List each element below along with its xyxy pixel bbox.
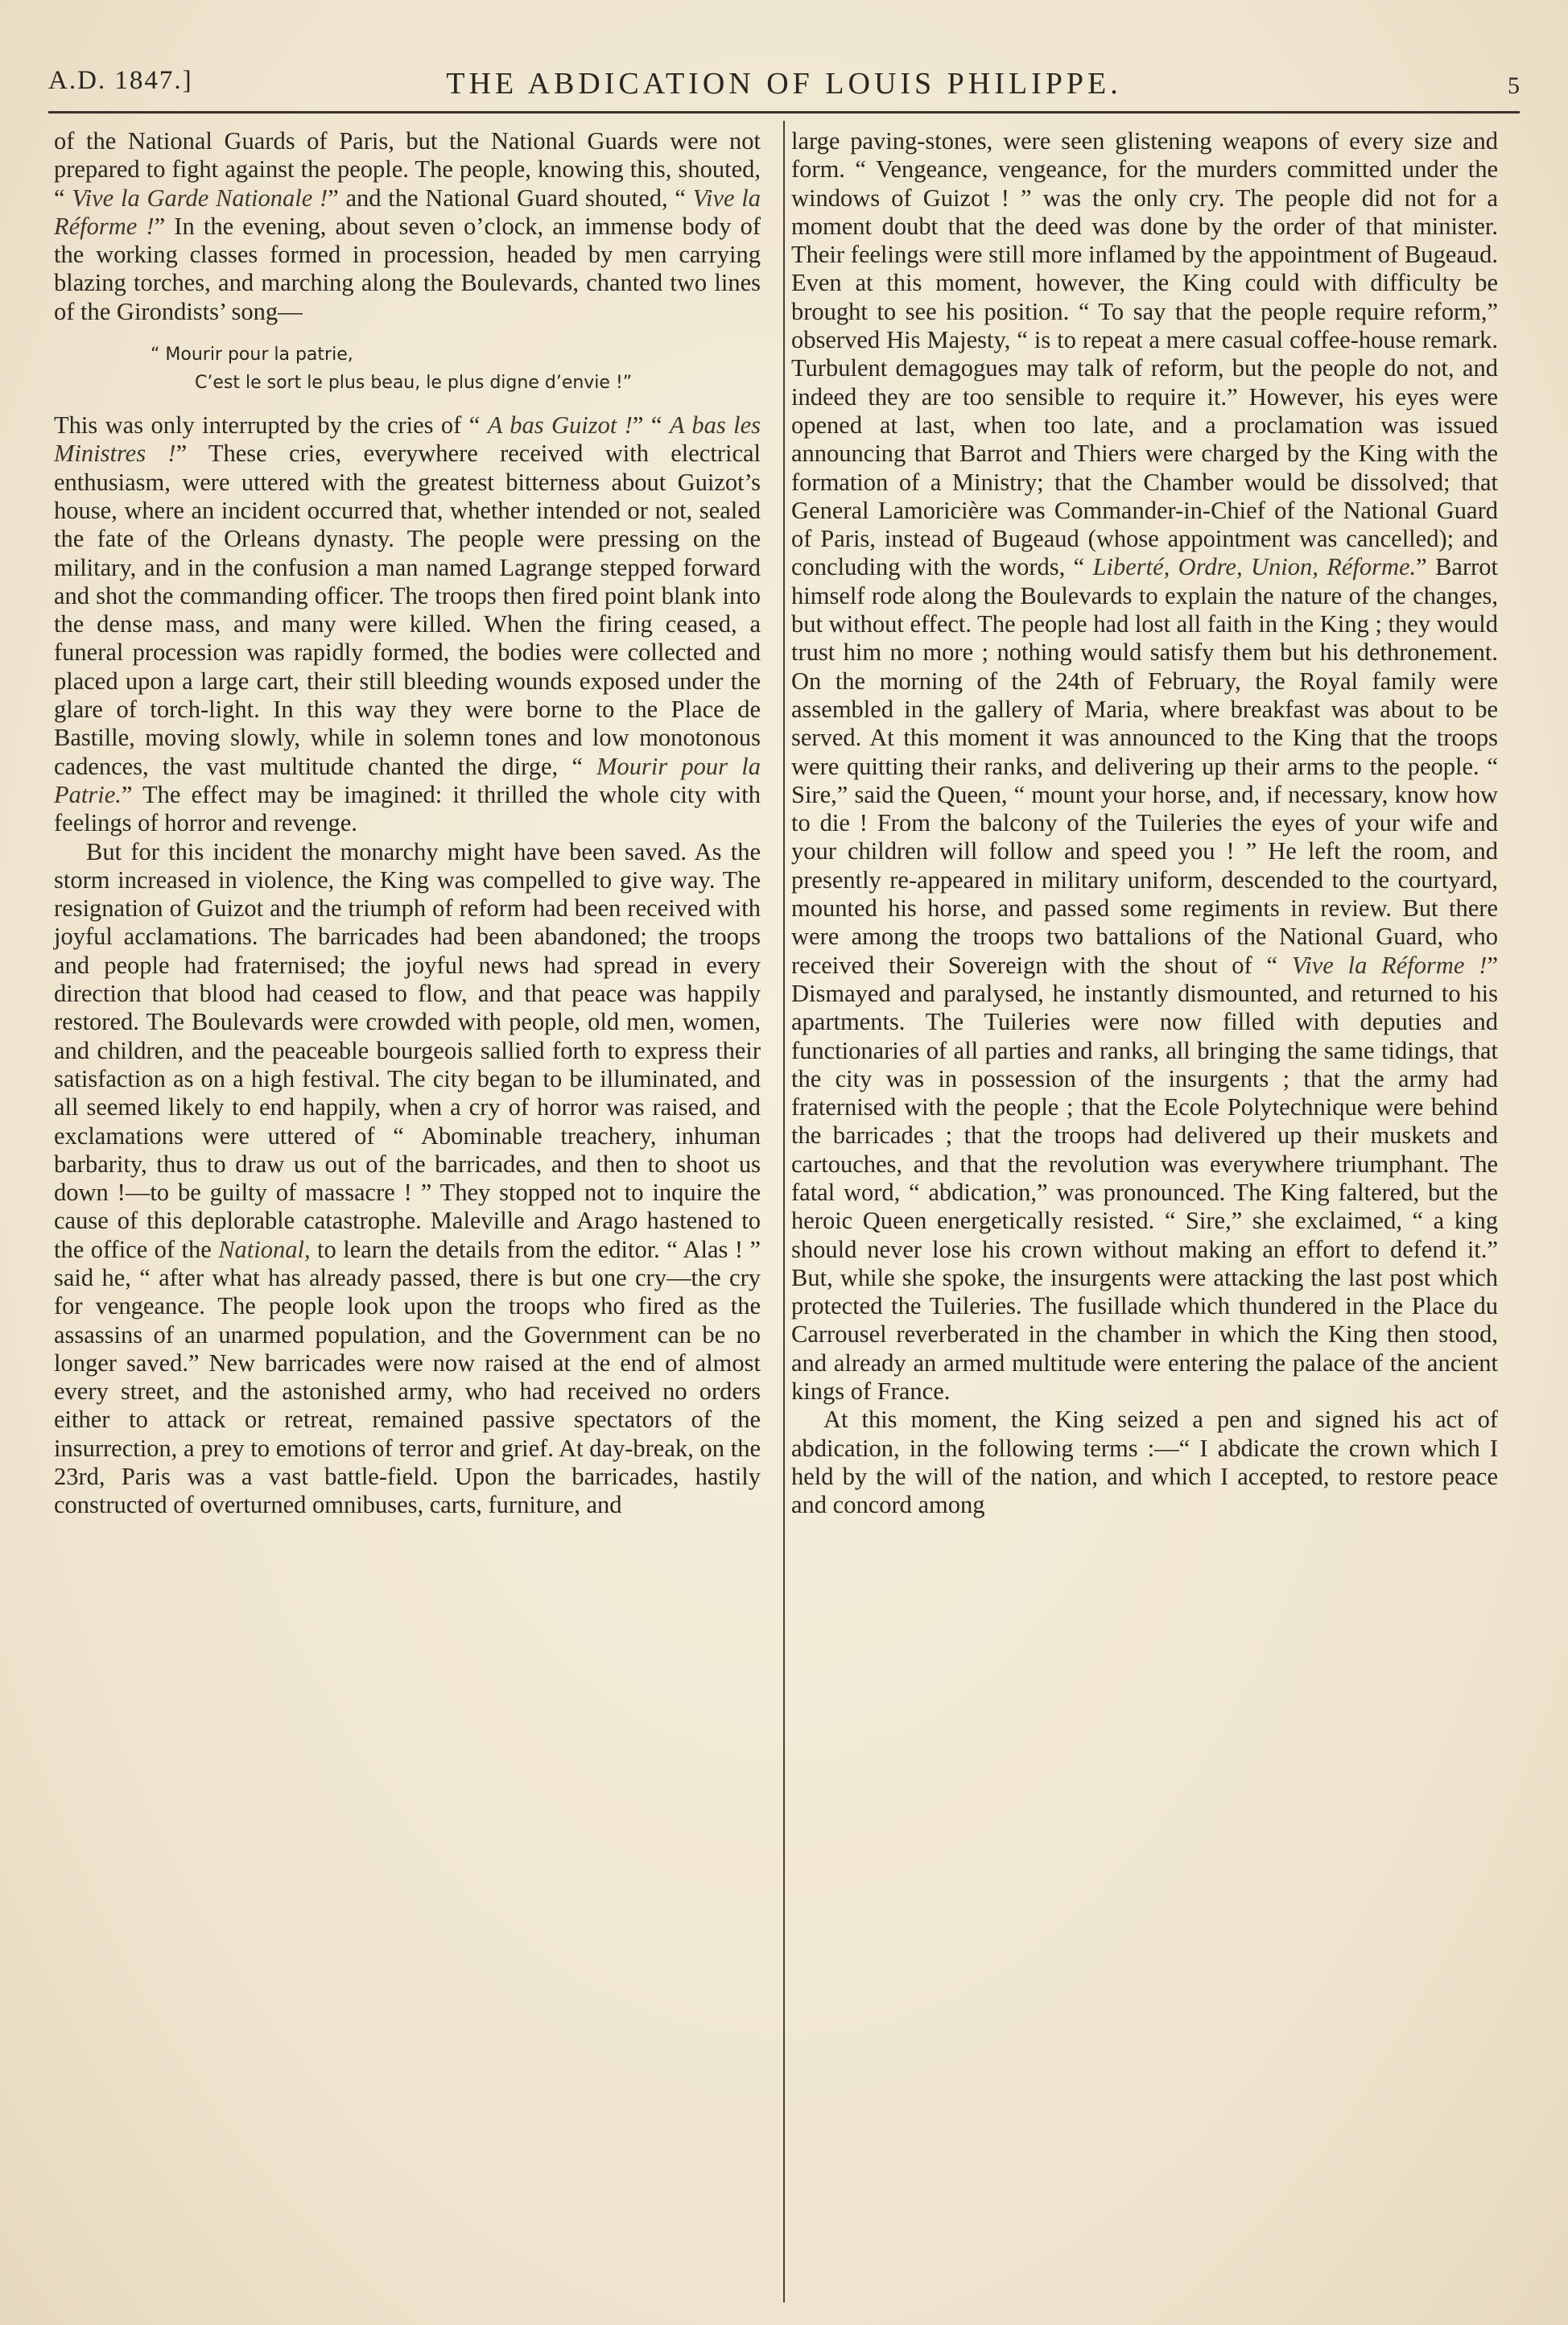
text-run: ” Dismayed and paralysed, he instantly dismounted, and returned to his apartments. The Tuileries were now filled with deputies and functionaries of all parties and ranks, all bringing the same tidings, that the city was in possession of the insurgents ; that the army had fraternised with the people ; that the Ecole Polytechnique were behind the barricades ; that the troops had delivered up their muskets and cartouches, and that the revolution was everywhere triumphant. The fatal word, “ abdication,” was pronounced. The King faltered, but the heroic Queen energetically resisted. “ Sire,” she exclaimed, “ a king should never lose his crown without making an effort to defend it.” But, while she spoke, the insurgents were attacking the last post which protected the Tuileries. The fusillade which thundered in the Place du Carrousel reverberated in the chamber in which the King then stood, and already an armed multitude were entering the palace of the ancient kings of France. xyxy=(791,951,1498,1406)
paragraph xyxy=(54,838,761,1520)
column-divider xyxy=(783,121,785,2302)
quote-line: “ Mourir pour la patrie, xyxy=(151,345,353,365)
header-title: THE ABDICATION OF LOUIS PHILIPPE. xyxy=(446,67,1122,101)
italic-phrase: Mourir pour la Patrie. xyxy=(54,752,761,808)
text-run: ” These cries, everywhere received with electrical enthusiasm, were uttered with the greatest bitterness about Guizot’s house, where an incident occurred that, whether intended or not, sealed the fate of the Orleans dynasty. The people were pressing on the military, and in the confusion a man named Lagrange stepped forward and shot the commanding officer. The troops then fired point blank into the dense mass, and many were killed. When the firing ceased, a funeral procession was rapidly formed, the bodies were collected and placed upon a large cart, their still bleeding wounds exposed under the glare of torch-light. In this way they were borne to the Place de Bastille, moving slowly, while in solemn tones and low monotonous cadences, the vast multitude chanted the dirge, “ xyxy=(54,440,761,780)
text-run: This was only interrupted by the cries of “ xyxy=(54,411,488,440)
paragraph xyxy=(791,127,1498,1406)
text-run: But for this incident the monarchy might have been saved. As the storm increased in violence, the King was compelled to give way. The resignation of Guizot and the triumph of reform had been received with joyful acclamations. The barricades had been abandoned; the troops and people had fraternised; the joyful news had spread in every direction that blood had ceased to flow, and that peace was happily restored. The Boulevards were crowded with people, old men, women, and children, and the peaceable bourgeois sallied forth to express their satisfaction as on a high festival. The city began to be illuminated, and all seemed likely to end happily, when a cry of horror was raised, and exclamations were uttered of “ Abominable treachery, inhuman barbarity, thus to draw us out of the barricades, and then to shoot us down !—to be guilty of massacre ! ” They stopped not to inquire the cause of this deplorable catastrophe. Maleville and Arago hastened to the office of the xyxy=(54,837,761,1263)
header-rule xyxy=(48,111,1520,114)
paragraph: At this moment, the King seized a pen and signed his act of abdication, in the following terms :—“ I abdicate the crown which I held by the will of the nation, and which I accepted, to restore peace and concord among xyxy=(791,1406,1498,1519)
paragraph xyxy=(54,411,761,837)
paragraph xyxy=(54,127,761,326)
text-run: ” “ xyxy=(632,411,670,440)
italic-phrase: National, xyxy=(218,1235,311,1263)
running-header xyxy=(48,66,1520,114)
text-run: of the National Guards of Paris, but the National Guards were not prepared to fight against the people. The people, knowing this, shouted, “ xyxy=(54,127,761,212)
text-run: ” Barrot himself rode along the Boulevards to explain the nature of the changes, but without effect. The people had lost all faith in the King ; they would trust him no more ; nothing would satisfy them but his dethronement. On the morning of the 24th of February, the Royal family were assembled in the gallery of Maria, where breakfast was about to be served. At this moment it was announced to the King that the troops were quitting their ranks, and delivering up their arms to the people. “ Sire,” said the Queen, “ mount your horse, and, if necessary, know how to die ! From the balcony of the Tuileries the eyes of your wife and your children will follow and speed you ! ” He left the room, and presently re-appeared in military uniform, descended to the courtyard, mounted his horse, and passed some regiments in review. But there were among the troops two battalions of the National Guard, who received their Sovereign with the shout of “ xyxy=(791,553,1498,979)
text-run: ” and the National Guard shouted, “ xyxy=(328,184,693,212)
song-quotation xyxy=(54,341,761,397)
left-column xyxy=(54,127,761,1520)
text-run: large paving-stones, were seen glistening weapons of every size and form. “ Vengeance, vengeance, for the murders committed under the windows of Guizot ! ” was the only cry. The people did not for a moment doubt that the deed was done by the order of that minister. Their feelings were still more inflamed by the appointment of Bugeaud. Even at this moment, however, the King could with difficulty be brought to see his position. “ To say that the people require reform,” observed His Majesty, “ is to repeat a mere casual coffee-house remark. Turbulent demagogues may talk of reform, but the people do not, and indeed they are too sensible to require it.” However, his eyes were opened at last, when too late, and a proclamation was issued announcing that Barrot and Thiers were charged by the King with the formation of a Ministry; that the Chamber would be dissolved; that General Lamoricière was Commander-in-Chief of the National Guard of Paris, instead of Bugeaud (whose appointment was cancelled); and concluding with the words, “ xyxy=(791,127,1498,581)
italic-phrase: Vive la Garde Nationale ! xyxy=(72,184,328,212)
italic-phrase: A bas Guizot ! xyxy=(487,411,633,440)
text-run: ” The effect may be imagined: it thrilled the whole city with feelings of horror and revenge. xyxy=(54,780,761,837)
italic-phrase: Liberté, Ordre, Union, Réforme. xyxy=(1092,553,1417,581)
italic-phrase: Vive la Réforme ! xyxy=(1291,951,1488,979)
right-column xyxy=(791,127,1498,1520)
quote-line: C’est le sort le plus beau, le plus digne d’envie !” xyxy=(195,373,633,394)
text-run: to learn the details from the editor. “ Alas ! ” said he, “ after what has already passed, there is but one cry—the cry for vengeance. The people look upon the troops who fired as the assassins of an unarmed population, and the Government can be no longer saved.” New barricades were now raised at the end of almost every street, and the astonished army, who had received no orders either to attack or retreat, remained passive spectators of the insurrection, a prey to emotions of terror and grief. At day-break, on the 23rd, Paris was a vast battle-field. Upon the barricades, hastily constructed of overturned omnibuses, carts, furniture, and xyxy=(54,1235,761,1519)
page-number: 5 xyxy=(1508,72,1520,99)
text-run: ” In the evening, about seven o’clock, an immense body of the working classes formed in procession, headed by men carrying blazing torches, and marching along the Boulevards, chanted two lines of the Girondists’ song— xyxy=(54,212,761,325)
italic-phrase: Vive la Réforme ! xyxy=(54,184,761,240)
header-date: A.D. 1847.] xyxy=(48,66,193,95)
italic-phrase: A bas les Ministres ! xyxy=(54,411,761,468)
